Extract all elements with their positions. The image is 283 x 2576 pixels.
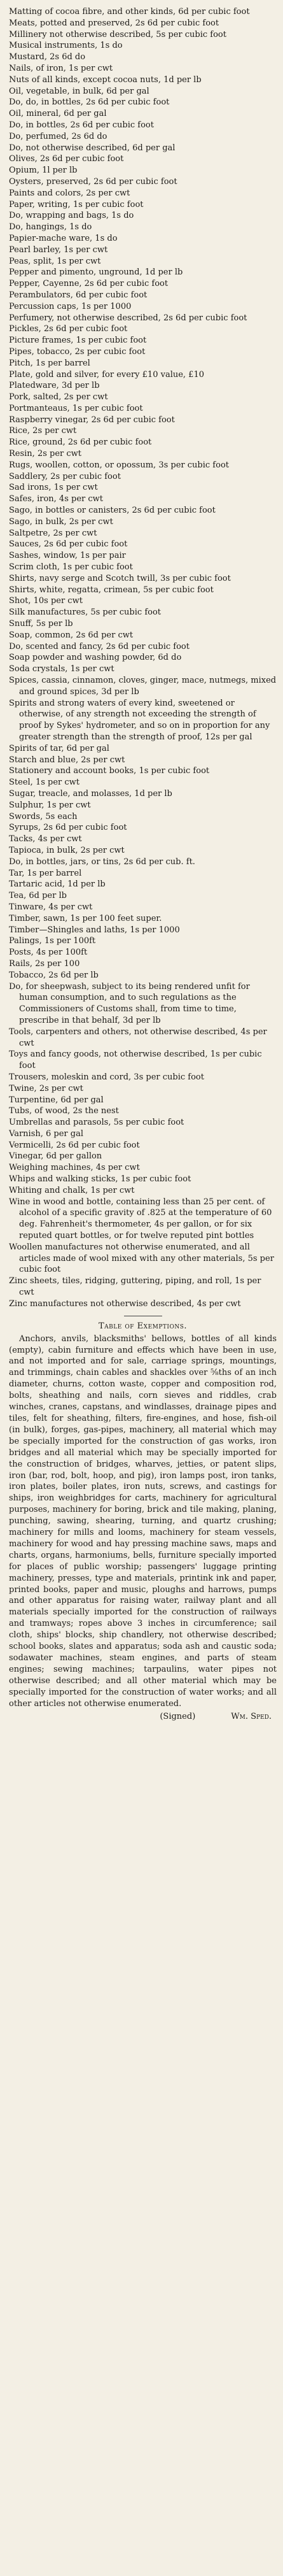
tariff-entry: Nuts of all kinds, except cocoa nuts, 1d per lb — [9, 75, 202, 85]
tariff-entry: Weighing machines, 4s per cwt — [9, 1163, 140, 1173]
tariff-entry: Pitch, 1s per barrel — [9, 358, 90, 368]
tariff-entry: Olives, 2s 6d per cubic foot — [9, 154, 124, 164]
tariff-entry: Do, for sheepwash, subject to its being rendered unfit for human consumption, and to such regulations as the Commissioners of Customs shall, from time to time, prescribe in that behalf, 3d per lb — [9, 981, 250, 1025]
tariff-entry: Twine, 2s per cwt — [9, 1083, 83, 1093]
exemptions-heading: Table of Exemptions. — [98, 1321, 188, 1331]
tariff-entry: Varnish, 6 per gal — [9, 1128, 83, 1139]
tariff-entry: Oysters, preserved, 2s 6d per cubic foot — [9, 176, 177, 187]
tariff-entry: Plate, gold and silver, for every £10 value, £10 — [9, 369, 204, 380]
tariff-entry: Meats, potted and preserved, 2s 6d per cubic foot — [9, 18, 219, 28]
tariff-entry: Woollen manufactures not otherwise enumerated, and all articles made of wool mixed with any other materials, 5s per cubic foot — [9, 1242, 274, 1275]
tariff-entry: Millinery not otherwise described, 5s per cubic foot — [9, 29, 226, 39]
tariff-entry: Trousers, moleskin and cord, 3s per cubic foot — [9, 1072, 204, 1082]
tariff-entry: Saddlery, 2s per cubic foot — [9, 471, 121, 481]
tariff-entry: Sashes, window, 1s per pair — [9, 551, 126, 561]
tariff-entry: Soap powder and washing powder, 6d do — [9, 653, 182, 663]
tariff-entry: Oil, vegetable, in bulk, 6d per gal — [9, 86, 149, 96]
tariff-entry: Paper, writing, 1s per cubic foot — [9, 199, 144, 210]
signatory-name: Wm. Sped. — [231, 1711, 272, 1721]
tariff-entry: Zinc sheets, tiles, ridging, guttering, piping, and roll, 1s per cwt — [9, 1276, 261, 1298]
tariff-entry: Vinegar, 6d per gallon — [9, 1151, 102, 1162]
tariff-list — [9, 6, 277, 1310]
tariff-entry: Wine in wood and bottle, containing less than 25 per cent. of alcohol of a specific gravity of .825 at the temperature of 60 deg. Fahrenheit's thermometer, 4s per gallon, or for six reputed quart bottles, or for twelve reputed pint bottles — [9, 1197, 272, 1241]
signed-label: (Signed) — [160, 1711, 196, 1721]
tariff-entry: Tartaric acid, 1d per lb — [9, 879, 106, 890]
tariff-entry: Shot, 10s per cwt — [9, 596, 83, 606]
tariff-entry: Starch and blue, 2s per cwt — [9, 755, 125, 765]
tariff-entry: Paints and colors, 2s per cwt — [9, 188, 130, 198]
tariff-entry: Musical instruments, 1s do — [9, 41, 123, 51]
tariff-entry: Sauces, 2s 6d per cubic foot — [9, 539, 128, 550]
tariff-entry: Perambulators, 6d per cubic foot — [9, 290, 148, 300]
tariff-entry: Turpentine, 6d per gal — [9, 1095, 104, 1105]
tariff-entry: Safes, iron, 4s per cwt — [9, 494, 104, 504]
tariff-entry: Steel, 1s per cwt — [9, 778, 80, 788]
tariff-entry: Sago, in bottles or canisters, 2s 6d per cubic foot — [9, 506, 216, 516]
tariff-entry: Umbrellas and parasols, 5s per cubic foot — [9, 1118, 184, 1128]
tariff-entry: Whips and walking sticks, 1s per cubic foot — [9, 1174, 191, 1185]
tariff-entry: Whiting and chalk, 1s per cwt — [9, 1185, 135, 1195]
tariff-entry: Spirits and strong waters of every kind, sweetened or otherwise, of any strength not exceeding the strength of proof by Sykes' hydrometer, and so on in proportion for any greater strength than the strength of proof, 12s per gal — [9, 698, 270, 742]
tariff-entry: Spirits of tar, 6d per gal — [9, 743, 109, 753]
tariff-entry: Do, hangings, 1s do — [9, 222, 92, 232]
tariff-entry: Tools, carpenters and others, not otherwise described, 4s per cwt — [9, 1027, 267, 1048]
tariff-entry: Oil, mineral, 6d per gal — [9, 109, 107, 119]
tariff-entry: Sago, in bulk, 2s per cwt — [9, 516, 113, 527]
tariff-entry: Picture frames, 1s per cubic foot — [9, 336, 147, 346]
tariff-entry: Raspberry vinegar, 2s 6d per cubic foot — [9, 415, 175, 425]
tariff-entry: Rugs, woollen, cotton, or opossum, 3s per cubic foot — [9, 460, 229, 470]
tariff-entry: Palings, 1s per 100ft — [9, 936, 96, 946]
tariff-entry: Stationery and account books, 1s per cubic foot — [9, 766, 210, 776]
tariff-entry: Saltpetre, 2s per cwt — [9, 528, 97, 538]
tariff-entry: Pepper and pimento, unground, 1d per lb — [9, 267, 183, 278]
tariff-entry: Soda crystals, 1s per cwt — [9, 664, 114, 674]
tariff-entry: Mustard, 2s 6d do — [9, 52, 86, 62]
tariff-entry: Tacks, 4s per cwt — [9, 834, 82, 844]
tariff-entry: Perfumery, not otherwise described, 2s 6d per cubic foot — [9, 313, 247, 323]
tariff-entry: Tinware, 4s per cwt — [9, 902, 93, 912]
tariff-entry: Do, do, in bottles, 2s 6d per cubic foot — [9, 97, 170, 108]
tariff-entry: Zinc manufactures not otherwise described, 4s per cwt — [9, 1299, 241, 1309]
tariff-entry: Shirts, navy serge and Scotch twill, 3s per cubic foot — [9, 573, 231, 583]
tariff-entry: Sad irons, 1s per cwt — [9, 483, 98, 493]
tariff-entry: Soap, common, 2s 6d per cwt — [9, 630, 134, 640]
tariff-entry: Resin, 2s per cwt — [9, 449, 82, 459]
tariff-entry: Toys and fancy goods, not otherwise described, 1s per cubic foot — [9, 1050, 262, 1071]
tariff-entry: Rice, ground, 2s 6d per cubic foot — [9, 438, 152, 448]
tariff-entry: Tobacco, 2s 6d per lb — [9, 970, 99, 980]
tariff-entry: Scrim cloth, 1s per cubic foot — [9, 562, 133, 573]
tariff-entry: Pepper, Cayenne, 2s 6d per cubic foot — [9, 279, 169, 289]
tariff-entry: Tea, 6d per lb — [9, 891, 67, 901]
tariff-entry: Do, not otherwise described, 6d per gal — [9, 143, 176, 153]
tariff-entry: Sugar, treacle, and molasses, 1d per lb — [9, 788, 172, 799]
tariff-entry: Pickles, 2s 6d per cubic foot — [9, 324, 128, 334]
tariff-entry: Shirts, white, regatta, crimean, 5s per cubic foot — [9, 585, 214, 595]
tariff-entry: Tar, 1s per barrel — [9, 868, 82, 878]
tariff-entry: Matting of cocoa fibre, and other kinds, 6d per cubic foot — [9, 7, 250, 17]
exemptions-text: Anchors, anvils, blacksmiths' bellows, bottles of all kinds (empty), cabin furniture and effects which have been in use, and not imported and for sale, carriage springs, mountings, and trimmings, chain cables and shackles over ⅝ths of an inch diameter, churns, cotton waste, copper and composition rod, bolts, sheathing and nails, corn sieves and riddles, crab winches, cranes, capstans, and windlasses, drainage pipes and tiles, felt for sheathing, filters, fire-engines, and hose, fish-oil (in bulk), forges, gas-pipes, machinery, all material which may be specially imported for the construction of gas works, iron bridges and all material which may be specially imported for the construction of bridges, wharves, jetties, or patent slips, iron (bar, rod, bolt, hoop, and pig), iron lamps post, iron tanks, iron plates, boiler plates, iron nuts, screws, and castings for ships, iron weighbridges for carts, machinery for agricultural purposes, machinery for boring, brick and tile making, planing, punching, sawing, shearing, turning, and quartz crushing; machinery for mills and looms, machinery for steam vessels, machinery for wood and hay pressing machine saws, maps and charts, organs, harmoniums, bells, furniture specially imported for places of public worship; passengers' luggage printing machinery, presses, type and materials, printink ink and paper, printed books, paper and music, ploughs and harrows, pumps and other apparatus for raising water, railway plant and all materials specially imported for the construction of railways and tramways; ropes above 3 inches in circumference; sail cloth, ships' blocks, ship chandlery, not otherwise described; school books, slates and apparatus; soda ash and caustic soda; sodawater machines, steam engines, and parts of steam engines; sewing machines; tarpaulins, water pipes not otherwise described; and all other material which may be specially imported for the construction of water works; and all other articles not otherwise enumerated. — [9, 1334, 277, 1709]
tariff-entry: Rice, 2s per cwt — [9, 426, 77, 436]
tariff-entry: Pork, salted, 2s per cwt — [9, 392, 108, 402]
tariff-entry: Pipes, tobacco, 2s per cubic foot — [9, 346, 146, 357]
tariff-entry: Timber, sawn, 1s per 100 feet super. — [9, 913, 162, 923]
tariff-entry: Peas, split, 1s per cwt — [9, 256, 101, 266]
tariff-entry: Opium, 1l per lb — [9, 166, 78, 176]
tariff-entry: Spices, cassia, cinnamon, cloves, ginger, mace, nutmegs, mixed and ground spices, 3d per lb — [9, 676, 277, 697]
tariff-entry: Tubs, of wood, 2s the nest — [9, 1106, 119, 1116]
signature-line — [9, 1711, 277, 1723]
tariff-entry: Tapioca, in bulk, 2s per cwt — [9, 845, 125, 855]
tariff-entry: Sulphur, 1s per cwt — [9, 800, 91, 810]
tariff-entry: Posts, 4s per 100ft — [9, 948, 88, 958]
tariff-entry: Vermicelli, 2s 6d per cubic foot — [9, 1140, 140, 1150]
tariff-entry: Do, scented and fancy, 2s 6d per cubic foot — [9, 641, 190, 651]
tariff-entry: Pearl barley, 1s per cwt — [9, 245, 108, 255]
tariff-entry: Do, wrapping and bags, 1s do — [9, 211, 134, 221]
tariff-entry: Swords, 5s each — [9, 811, 78, 822]
tariff-entry: Snuff, 5s per lb — [9, 619, 73, 629]
tariff-entry: Nails, of iron, 1s per cwt — [9, 63, 113, 73]
tariff-entry: Papier-mache ware, 1s do — [9, 233, 118, 243]
tariff-entry: Silk manufactures, 5s per cubic foot — [9, 608, 162, 618]
tariff-entry: Syrups, 2s 6d per cubic foot — [9, 823, 127, 833]
tariff-entry: Do, perfumed, 2s 6d do — [9, 131, 107, 141]
tariff-entry: Rails, 2s per 100 — [9, 958, 80, 969]
tariff-entry: Platedware, 3d per lb — [9, 381, 100, 391]
tariff-entry: Percussion caps, 1s per 1000 — [9, 301, 132, 311]
tariff-entry: Do, in bottles, jars, or tins, 2s 6d per cub. ft. — [9, 857, 195, 867]
tariff-entry: Do, in bottles, 2s 6d per cubic foot — [9, 120, 154, 130]
tariff-entry: Timber—Shingles and laths, 1s per 1000 — [9, 925, 180, 935]
tariff-entry: Portmanteaus, 1s per cubic foot — [9, 403, 143, 413]
